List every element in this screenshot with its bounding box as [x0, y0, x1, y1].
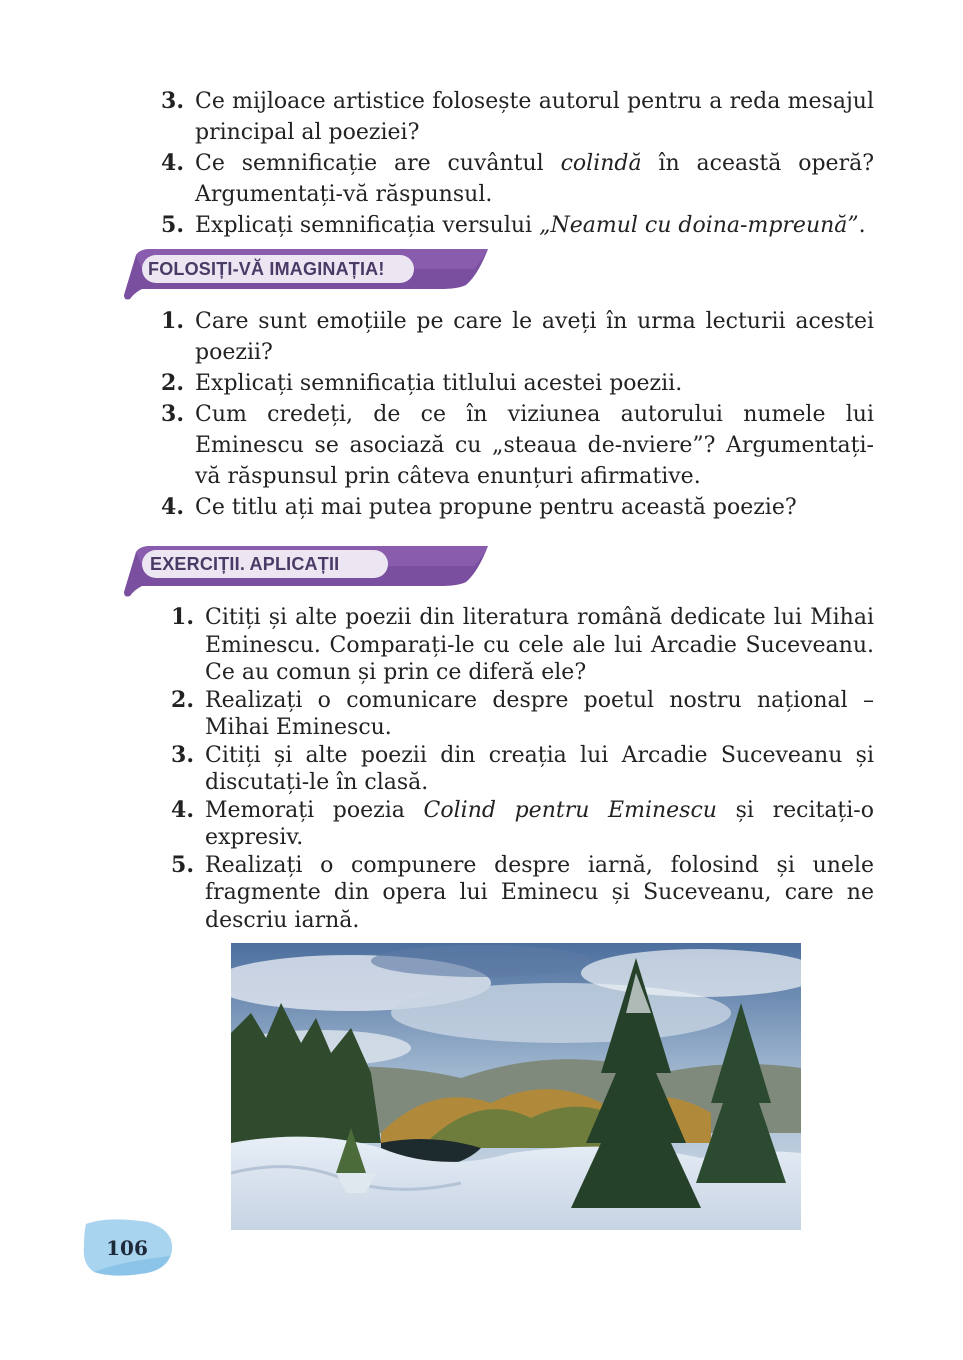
section-title: EXERCIȚII. APLICAȚII: [150, 554, 340, 574]
section-banner-imagination: [122, 247, 492, 303]
item-text: Cum credeți, de ce în viziunea autorului numele lui Eminescu se asociază cu „steaua de-nviere”? Argumentați-vă răspunsul prin câteva enunțuri afirmative.: [195, 402, 874, 489]
questions-list: [158, 86, 874, 241]
item-text: Citiți și alte poezii din creația lui Arcadie Suceveanu și discutați-le în clasă.: [205, 742, 874, 795]
item-text: Ce semnificație are cuvântul colindă în această operă? Argumentați-vă răspunsul.: [195, 151, 874, 207]
item-number: 4.: [171, 796, 194, 823]
page-number: 106: [106, 1236, 148, 1260]
list-item: [158, 306, 874, 368]
item-text: Explicați semnificația titlului acestei poezii.: [195, 371, 683, 396]
list-item: [168, 852, 874, 935]
item-number: 5.: [161, 212, 184, 238]
imagination-list: [158, 306, 874, 523]
item-number: 4.: [161, 494, 184, 520]
list-item: [168, 797, 874, 852]
list-item: [158, 399, 874, 492]
list-item: [158, 492, 874, 523]
item-text: Memorați poezia Colind pentru Eminescu și recitați-o expresiv.: [205, 797, 874, 850]
list-item: [158, 368, 874, 399]
item-number: 3.: [161, 401, 184, 427]
item-number: 3.: [161, 88, 184, 114]
item-text: Ce mijloace artistice folosește autorul pentru a reda mesajul principal al poeziei?: [195, 89, 874, 145]
item-number: 1.: [161, 308, 184, 334]
item-text: Care sunt emoțiile pe care le aveți în urma lecturii acestei poezii?: [195, 309, 874, 365]
item-text: Citiți și alte poezii din literatura română dedicate lui Mihai Eminescu. Comparați-le cu cele ale lui Arcadie Suceveanu. Ce au comun și prin ce diferă ele?: [205, 605, 874, 685]
section-title: FOLOSIȚI-VĂ IMAGINAȚIA!: [148, 259, 385, 279]
list-item: [168, 604, 874, 687]
exercises-list: [168, 604, 874, 934]
list-item: [158, 210, 874, 241]
item-number: 2.: [171, 686, 194, 713]
item-text: Ce titlu ați mai putea propune pentru această poezie?: [195, 495, 797, 520]
list-item: [168, 687, 874, 742]
list-item: [158, 148, 874, 210]
item-number: 2.: [161, 370, 184, 396]
item-number: 1.: [171, 604, 194, 630]
item-number: 5.: [171, 851, 194, 878]
section-banner-exercises: [122, 544, 492, 600]
list-item: [158, 86, 874, 148]
list-item: [168, 742, 874, 797]
winter-landscape-image: [231, 943, 801, 1230]
item-number: 3.: [171, 741, 194, 768]
item-text: Explicați semnificația versului „Neamul cu doina-mpreună”.: [195, 213, 866, 238]
item-number: 4.: [161, 150, 184, 176]
item-text: Realizați o comunicare despre poetul nostru național – Mihai Eminescu.: [205, 687, 874, 740]
item-text: Realizați o compunere despre iarnă, folosind și unele fragmente din opera lui Eminecu și Suceveanu, care ne descriu iarnă.: [205, 852, 874, 933]
